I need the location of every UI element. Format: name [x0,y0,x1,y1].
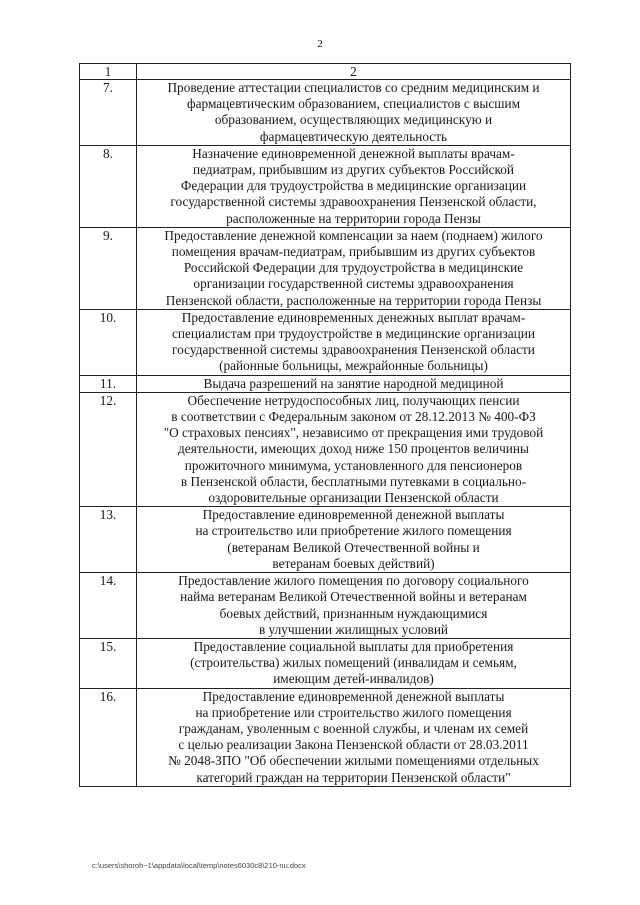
table-row [80,638,571,688]
row-number: 15. [80,638,137,688]
table-row [80,309,571,375]
services-table [79,63,571,787]
table-row [80,507,571,573]
row-service-name [137,638,571,688]
row-service-name [137,573,571,639]
service-name-text: Предоставление единовременной денежной выплаты на строительство или приобретение жилого помещения (ветеранам Великой Отечественной войны и ветеранам боевых действий) [195,507,512,571]
row-service-name [137,392,571,506]
row-number: 9. [80,227,137,309]
footer-file-path: c:\users\shoroh~1\appdata\local\temp\notes6030c8\210-nu.docx [92,861,306,870]
row-number: 8. [80,145,137,227]
row-number: 13. [80,507,137,573]
page-number: 2 [317,38,323,50]
table-row [80,573,571,639]
table-row [80,80,571,146]
row-service-name [137,688,571,786]
service-name-text: Предоставление денежной компенсации за наем (поднаем) жилого помещения врачам-педиатрам, прибывшим из других субъектов Российской Федерации для трудоустройства в медицинские организации государственной системы здравоохранения Пензенской области, расположенные на территории города Пензы [164,227,543,308]
row-number: 14. [80,573,137,639]
row-number: 7. [80,80,137,146]
row-number: 10. [80,309,137,375]
service-name-text: Проведение аттестации специалистов со средним медицинским и фармацевтическим образованием, специалистов с высшим образованием, осуществляющих медицинскую и фармацевтическую деятельность [167,80,540,144]
table-row [80,145,571,227]
header-column-2: 2 [137,64,571,80]
service-name-text: Обеспечение нетрудоспособных лиц, получающих пенсии в соответствии с Федеральным законом от 28.12.2013 № 400-ФЗ "О страховых пенсиях", независимо от прекращения ими трудовой деятельности, имеющих доход ниже 150 процентов величины прожиточного минимума, установленного для пенсионеров в Пензенской области, бесплатными путевками в социально- оздоровительные организации Пензенской области [163,392,544,506]
header-column-1: 1 [80,64,137,80]
row-service-name [137,227,571,309]
service-name-text: Предоставление социальной выплаты для приобретения (строительства) жилых помещений (инвалидам и семьям, имеющим детей-инвалидов) [190,638,517,687]
service-name-text: Предоставление единовременной денежной выплаты на приобретение или строительство жилого помещения гражданам, уволенным с военной службы, и членам их семей с целью реализации Закона Пензенской области от 28.03.2011 № 2048-ЗПО "Об обеспечении жилыми помещениями отдельных категорий граждан на территории Пензенской области" [168,688,539,785]
row-service-name [137,375,571,392]
row-number: 16. [80,688,137,786]
table-row [80,392,571,506]
table-header-row [80,64,571,80]
services-table-body [80,64,571,787]
service-name-text: Выдача разрешений на занятие народной медициной [203,375,504,391]
table-row [80,227,571,309]
row-service-name [137,80,571,146]
service-name-text: Предоставление единовременных денежных выплат врачам- специалистам при трудоустройстве в медицинские организации государственной системы здравоохранения Пензенской области (районные больницы, межрайонные больницы) [172,309,535,374]
table-row [80,688,571,786]
row-number: 12. [80,392,137,506]
service-name-text: Назначение единовременной денежной выплаты врачам- педиатрам, прибывшим из других субъектов Российской Федерации для трудоустройства в медицинские организации государственной системы здравоохранения Пензенской области, расположенные на территории города Пензы [170,145,537,226]
row-number: 11. [80,375,137,392]
row-service-name [137,507,571,573]
service-name-text: Предоставление жилого помещения по договору социального найма ветеранам Великой Отечественной войны и ветеранам боевых действий, признанным нуждающимися в улучшении жилищных условий [178,573,529,637]
table-row [80,375,571,392]
row-service-name [137,309,571,375]
row-service-name [137,145,571,227]
